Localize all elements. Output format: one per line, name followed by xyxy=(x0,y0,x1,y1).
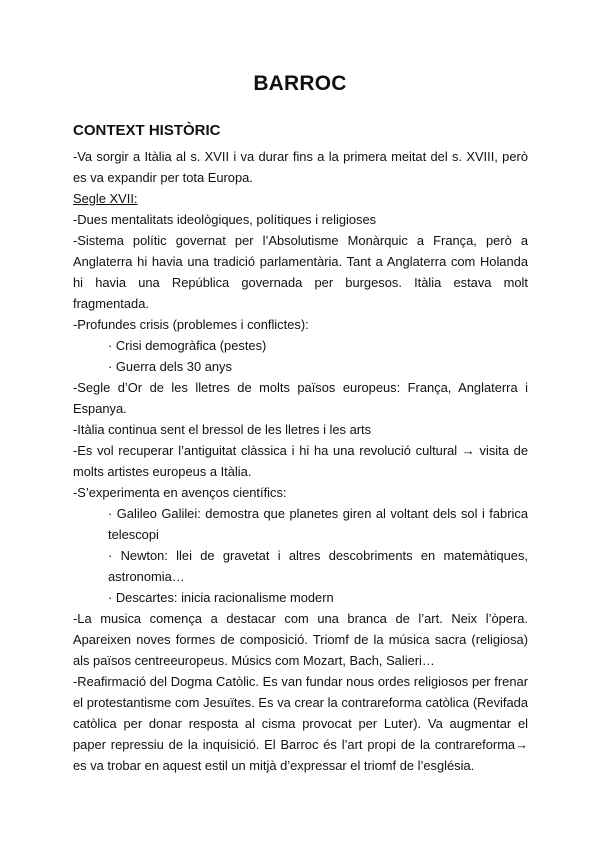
sub-item: · Descartes: inicia racionalisme modern xyxy=(108,590,334,605)
paragraph: -S’experimenta en avenços científics: xyxy=(73,485,287,500)
sub-item: · Newton: llei de gravetat i altres descobriments en matemàtiques, astronomia… xyxy=(108,548,528,584)
document-body xyxy=(73,146,528,776)
paragraph: -Reafirmació del Dogma Catòlic. Es van fundar nous ordes religiosos per frenar el protestantisme com Jesuïtes. Es va crear la contrareforma catòlica (Revifada catòlica per donar resposta al cisma provocat per Luter). Va augmentar el paper repressiu de la inquisició. El Barroc és l’art propi de la contrareforma→ es va trobar en aquest estil un mitjà d’expressar el triomf de l’església. xyxy=(73,674,528,773)
paragraph: -Dues mentalitats ideològiques, polítiques i religioses xyxy=(73,212,377,227)
sub-item: · Crisi demogràfica (pestes) xyxy=(108,338,267,353)
section-heading: CONTEXT HISTÒRIC xyxy=(73,122,221,139)
paragraph: -Segle d’Or de les lletres de molts països europeus: França, Anglaterra i Espanya. xyxy=(73,380,528,416)
paragraph: -Profundes crisis (problemes i conflictes): xyxy=(73,317,309,332)
sub-item: · Galileo Galilei: demostra que planetes giren al voltant dels sol i fabrica telescopi xyxy=(108,506,528,542)
paragraph: -La musica comença a destacar com una branca de l’art. Neix l’òpera. Apareixen noves formes de composició. Triomf de la música sacra (religiosa) als països centreeuropeus. Músics com Mozart, Bach, Salieri… xyxy=(73,611,528,668)
sub-item: · Guerra dels 30 anys xyxy=(108,359,232,374)
paragraph: -Itàlia continua sent el bressol de les lletres i les arts xyxy=(73,422,372,437)
paragraph: -Sistema polític governat per l’Absolutisme Monàrquic a França, però a Anglaterra hi havia una tradició parlamentària. Tant a Anglaterra com Holanda hi havia una República governada per burgesos. Itàlia estava molt fragmentada. xyxy=(73,233,528,311)
page-title: BARROC xyxy=(253,72,347,95)
intro-paragraph: -Va sorgir a Itàlia al s. XVII i va durar fins a la primera meitat del s. XVIII, però es va expandir per tota Europa. xyxy=(73,149,528,185)
subheading-segle-xvii: Segle XVII: xyxy=(73,191,138,206)
paragraph: -Es vol recuperar l’antiguitat clàssica i hi ha una revolució cultural → visita de molts artistes europeus a Itàlia. xyxy=(73,443,528,479)
